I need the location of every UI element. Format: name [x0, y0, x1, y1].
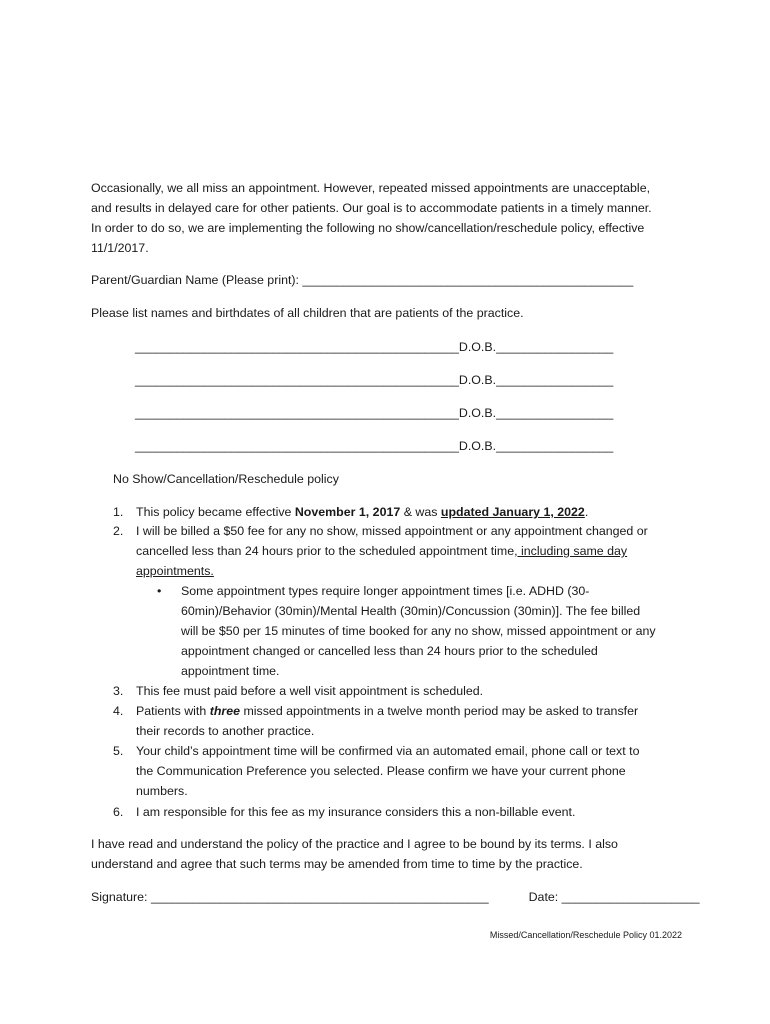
dob-blank[interactable]: _________________	[496, 406, 614, 420]
list-number: 1.	[113, 505, 124, 519]
child-name-blank[interactable]: _______________________________________________	[135, 439, 459, 453]
policy-item-4-line-1	[136, 701, 638, 721]
item1-post: .	[584, 505, 589, 519]
dob-label: D.O.B.	[458, 373, 497, 387]
policy-item-5-line-3: numbers.	[136, 784, 188, 798]
sub-bullet-line-2: 60min)/Behavior (30min)/Mental Health (30min)/Concussion (30min)]. The fee billed	[181, 604, 641, 618]
children-prompt: Please list names and birthdates of all children that are patients of the practice.	[91, 306, 524, 320]
item4-post: missed appointments in a twelve month period may be asked to transfer	[240, 704, 639, 718]
list-number: 2.	[113, 524, 124, 538]
policy-item-2-line-3: appointments.	[136, 564, 214, 578]
child-row[interactable]	[135, 370, 613, 390]
intro-line-2: and results in delayed care for other patients. Our goal is to accommodate patients in a timely manner.	[91, 201, 652, 215]
list-number: 5.	[113, 744, 124, 758]
intro-line-4: 11/1/2017.	[91, 241, 149, 255]
item2-text: cancelled less than 24 hours prior to the scheduled appointment time	[136, 544, 515, 558]
guardian-name-blank[interactable]: ________________________________________________	[302, 273, 634, 287]
policy-item-6: I am responsible for this fee as my insurance considers this a non-billable event.	[136, 805, 576, 819]
effective-date: November 1, 2017	[294, 505, 401, 519]
child-row[interactable]	[135, 403, 613, 423]
sub-bullet-line-1: Some appointment types require longer appointment times [i.e. ADHD (30-	[181, 584, 590, 598]
item4-text: Patients with	[136, 704, 210, 718]
policy-item-2-line-2	[136, 541, 627, 561]
policy-item-5-line-1: Your child’s appointment time will be confirmed via an automated email, phone call or text to	[136, 744, 640, 758]
agreement-line-1: I have read and understand the policy of the practice and I agree to be bound by its terms. I also	[91, 837, 618, 851]
intro-line-3: In order to do so, we are implementing the following no show/cancellation/reschedule policy, effective	[91, 221, 645, 235]
signature-blank[interactable]: _________________________________________________	[150, 890, 489, 904]
item4-emphasis: three	[209, 704, 241, 718]
sub-bullet-line-5: appointment time.	[181, 664, 280, 678]
dob-label: D.O.B.	[458, 340, 497, 354]
policy-item-3: This fee must paid before a well visit appointment is scheduled.	[136, 684, 484, 698]
updated-date: updated January 1, 2022	[440, 505, 585, 519]
sub-bullet-line-4: appointment changed or cancelled less than 24 hours prior to the scheduled	[181, 644, 598, 658]
page-footer: Missed/Cancellation/Reschedule Policy 01.2022	[489, 930, 682, 940]
dob-label: D.O.B.	[458, 439, 497, 453]
signature-label: Signature:	[91, 890, 151, 904]
item2-underline: , including same day	[514, 544, 628, 558]
list-number: 3.	[113, 684, 124, 698]
guardian-name-field[interactable]	[91, 270, 633, 290]
policy-item-5-line-2: the Communication Preference you selected. Please confirm we have your current phone	[136, 764, 626, 778]
policy-item-4-line-2: their records to another practice.	[136, 724, 315, 738]
item1-text: This policy became effective	[136, 505, 295, 519]
child-name-blank[interactable]: _______________________________________________	[135, 340, 459, 354]
guardian-name-label: Parent/Guardian Name (Please print):	[91, 273, 303, 287]
signature-row[interactable]	[91, 887, 700, 907]
agreement-line-2: understand and agree that such terms may be amended from time to time by the practice.	[91, 857, 583, 871]
date-blank[interactable]: ____________________	[561, 890, 700, 904]
bullet-icon: •	[157, 584, 162, 598]
item1-mid: & was	[400, 505, 441, 519]
policy-item-2-line-1: I will be billed a $50 fee for any no show, missed appointment or any appointment changed or	[136, 524, 648, 538]
child-name-blank[interactable]: _______________________________________________	[135, 373, 459, 387]
dob-blank[interactable]: _________________	[496, 340, 614, 354]
policy-item-1	[136, 502, 588, 522]
sub-bullet-line-3: will be $50 per 15 minutes of time booked for any no show, missed appointment or any	[181, 624, 656, 638]
list-number: 4.	[113, 704, 124, 718]
child-row[interactable]	[135, 337, 613, 357]
policy-heading: No Show/Cancellation/Reschedule policy	[113, 472, 339, 486]
dob-blank[interactable]: _________________	[496, 373, 614, 387]
dob-blank[interactable]: _________________	[496, 439, 614, 453]
intro-line-1: Occasionally, we all miss an appointment. However, repeated missed appointments are unacceptable,	[91, 181, 651, 195]
date-label: Date:	[528, 890, 562, 904]
child-name-blank[interactable]: _______________________________________________	[135, 406, 459, 420]
dob-label: D.O.B.	[458, 406, 497, 420]
child-row[interactable]	[135, 436, 613, 456]
list-number: 6.	[113, 805, 124, 819]
